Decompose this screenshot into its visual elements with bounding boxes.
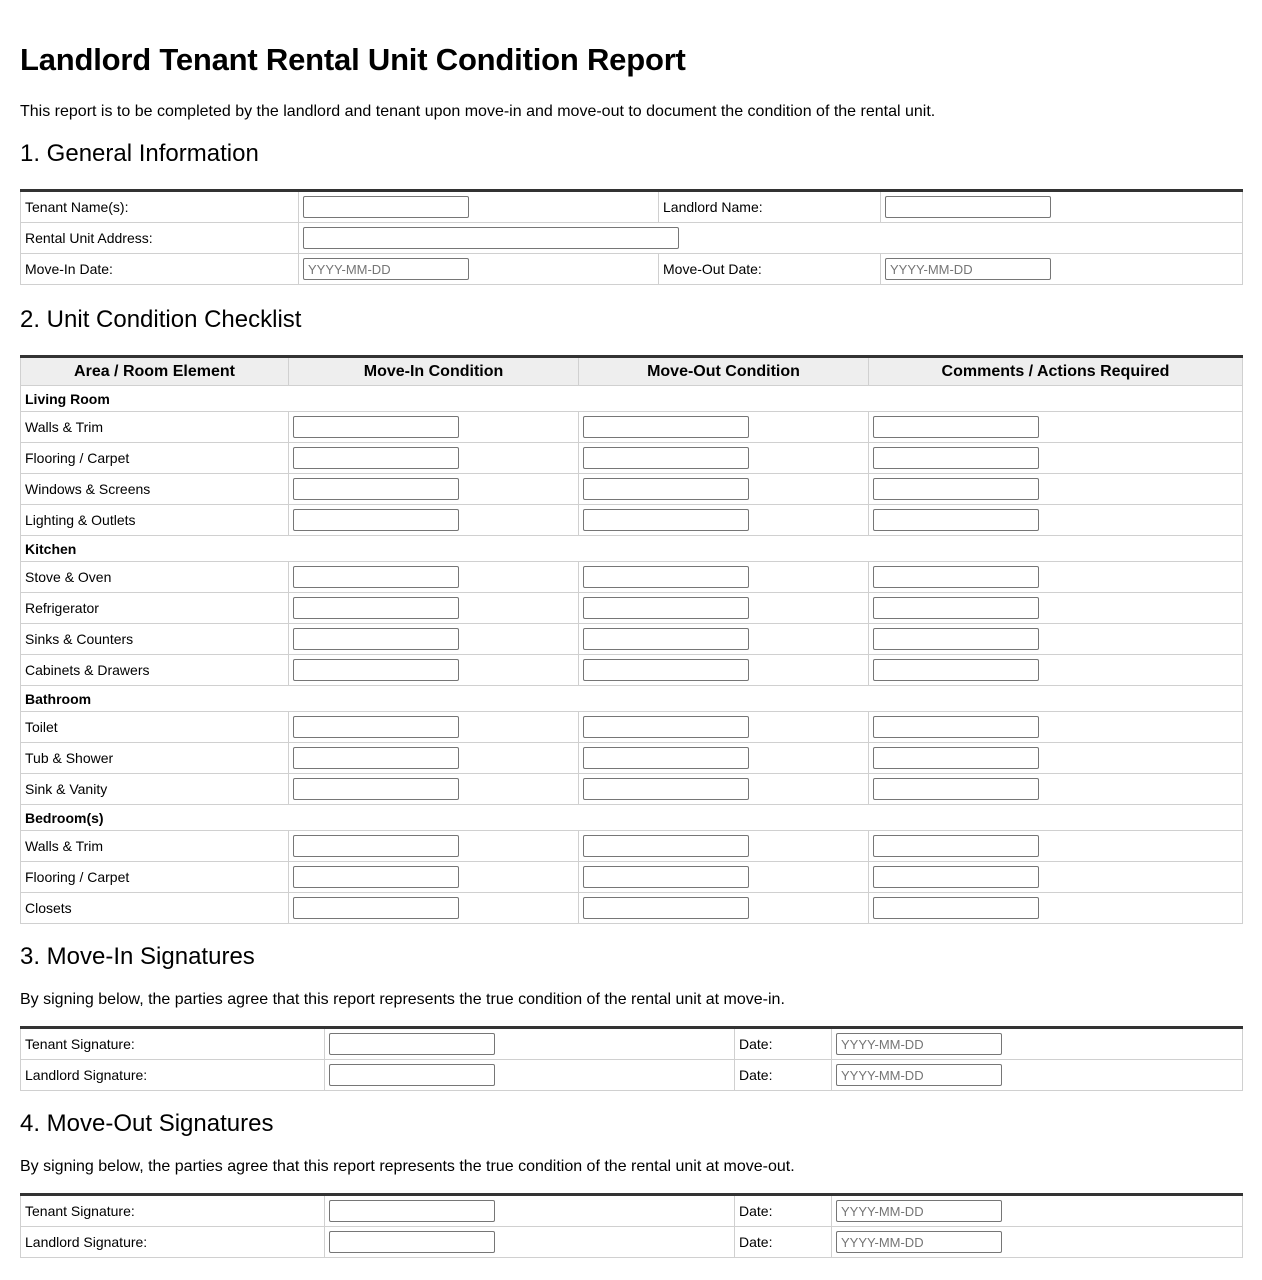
checklist-header-row <box>21 357 1243 386</box>
move-in-tenant-date-input[interactable] <box>836 1033 1002 1055</box>
table-row <box>21 443 1243 474</box>
move-in-condition-input[interactable] <box>293 747 459 769</box>
move-in-date-input[interactable] <box>303 258 469 280</box>
address-label: Rental Unit Address: <box>21 223 299 254</box>
date-label: Date: <box>735 1028 832 1060</box>
move-in-tenant-signature-input[interactable] <box>329 1033 495 1055</box>
move-out-condition-input[interactable] <box>583 778 749 800</box>
move-out-condition-input[interactable] <box>583 716 749 738</box>
column-header-comments: Comments / Actions Required <box>869 357 1243 386</box>
column-header-move-out: Move-Out Condition <box>579 357 869 386</box>
table-row <box>21 655 1243 686</box>
item-label: Sinks & Counters <box>21 624 289 655</box>
move-out-condition-input[interactable] <box>583 447 749 469</box>
comments-input[interactable] <box>873 416 1039 438</box>
table-row <box>21 562 1243 593</box>
comments-input[interactable] <box>873 747 1039 769</box>
move-in-condition-input[interactable] <box>293 597 459 619</box>
comments-input[interactable] <box>873 897 1039 919</box>
move-in-condition-input[interactable] <box>293 566 459 588</box>
move-out-signatures-heading: 4. Move-Out Signatures <box>20 1110 274 1137</box>
comments-input[interactable] <box>873 478 1039 500</box>
item-label: Toilet <box>21 712 289 743</box>
item-label: Sink & Vanity <box>21 774 289 805</box>
move-in-condition-input[interactable] <box>293 897 459 919</box>
move-out-signatures-note: By signing below, the parties agree that this report represents the true condition of the rental unit at move-out. <box>20 1158 795 1175</box>
move-in-condition-input[interactable] <box>293 716 459 738</box>
move-out-condition-input[interactable] <box>583 628 749 650</box>
comments-input[interactable] <box>873 778 1039 800</box>
column-header-move-in: Move-In Condition <box>289 357 579 386</box>
comments-input[interactable] <box>873 628 1039 650</box>
move-out-tenant-date-input[interactable] <box>836 1200 1002 1222</box>
move-out-landlord-date-input[interactable] <box>836 1231 1002 1253</box>
table-row <box>21 624 1243 655</box>
landlord-name-label: Landlord Name: <box>659 191 881 223</box>
table-row <box>21 254 1243 285</box>
table-row <box>21 862 1243 893</box>
table-row <box>21 474 1243 505</box>
table-row <box>21 1028 1243 1060</box>
landlord-signature-label: Landlord Signature: <box>21 1060 325 1091</box>
move-in-condition-input[interactable] <box>293 866 459 888</box>
move-in-condition-input[interactable] <box>293 659 459 681</box>
item-label: Walls & Trim <box>21 831 289 862</box>
comments-input[interactable] <box>873 509 1039 531</box>
table-row <box>21 191 1243 223</box>
move-out-date-label: Move-Out Date: <box>659 254 881 285</box>
checklist-table <box>20 355 1243 924</box>
table-row <box>21 1195 1243 1227</box>
item-label: Windows & Screens <box>21 474 289 505</box>
column-header-area: Area / Room Element <box>21 357 289 386</box>
move-in-signatures-table <box>20 1026 1243 1091</box>
date-label: Date: <box>735 1060 832 1091</box>
group-row <box>21 536 1243 562</box>
table-row <box>21 505 1243 536</box>
item-label: Cabinets & Drawers <box>21 655 289 686</box>
general-info-table <box>20 189 1243 285</box>
item-label: Walls & Trim <box>21 412 289 443</box>
group-label-bathroom: Bathroom <box>21 686 1243 712</box>
move-in-condition-input[interactable] <box>293 835 459 857</box>
comments-input[interactable] <box>873 597 1039 619</box>
move-in-condition-input[interactable] <box>293 478 459 500</box>
landlord-signature-label: Landlord Signature: <box>21 1227 325 1258</box>
group-row <box>21 386 1243 412</box>
item-label: Flooring / Carpet <box>21 862 289 893</box>
group-label-kitchen: Kitchen <box>21 536 1243 562</box>
table-row <box>21 893 1243 924</box>
move-out-condition-input[interactable] <box>583 659 749 681</box>
table-row <box>21 593 1243 624</box>
move-in-condition-input[interactable] <box>293 447 459 469</box>
item-label: Refrigerator <box>21 593 289 624</box>
table-row <box>21 1060 1243 1091</box>
item-label: Closets <box>21 893 289 924</box>
move-out-landlord-signature-input[interactable] <box>329 1231 495 1253</box>
group-row <box>21 805 1243 831</box>
table-row <box>21 223 1243 254</box>
page-title: Landlord Tenant Rental Unit Condition Report <box>20 42 686 77</box>
table-row <box>21 1227 1243 1258</box>
move-out-condition-input[interactable] <box>583 866 749 888</box>
tenant-signature-label: Tenant Signature: <box>21 1195 325 1227</box>
checklist-body <box>21 386 1243 924</box>
move-in-landlord-signature-input[interactable] <box>329 1064 495 1086</box>
tenant-name-input[interactable] <box>303 196 469 218</box>
move-in-condition-input[interactable] <box>293 778 459 800</box>
move-in-signatures-note: By signing below, the parties agree that this report represents the true condition of the rental unit at move-in. <box>20 991 785 1008</box>
move-in-landlord-date-input[interactable] <box>836 1064 1002 1086</box>
move-out-condition-input[interactable] <box>583 835 749 857</box>
address-input[interactable] <box>303 227 679 249</box>
move-out-signatures-table <box>20 1193 1243 1258</box>
comments-input[interactable] <box>873 566 1039 588</box>
move-in-signatures-heading: 3. Move-In Signatures <box>20 943 255 970</box>
date-label: Date: <box>735 1195 832 1227</box>
checklist-heading: 2. Unit Condition Checklist <box>20 306 302 333</box>
table-row <box>21 743 1243 774</box>
table-row <box>21 774 1243 805</box>
move-out-date-input[interactable] <box>885 258 1051 280</box>
comments-input[interactable] <box>873 447 1039 469</box>
move-out-condition-input[interactable] <box>583 897 749 919</box>
comments-input[interactable] <box>873 835 1039 857</box>
table-row <box>21 412 1243 443</box>
group-row <box>21 686 1243 712</box>
move-in-date-label: Move-In Date: <box>21 254 299 285</box>
move-in-condition-input[interactable] <box>293 509 459 531</box>
table-row <box>21 712 1243 743</box>
item-label: Lighting & Outlets <box>21 505 289 536</box>
move-out-condition-input[interactable] <box>583 509 749 531</box>
move-out-condition-input[interactable] <box>583 416 749 438</box>
move-out-tenant-signature-input[interactable] <box>329 1200 495 1222</box>
intro-text: This report is to be completed by the landlord and tenant upon move-in and move-out to document the condition of the rental unit. <box>20 103 936 120</box>
landlord-name-input[interactable] <box>885 196 1051 218</box>
item-label: Tub & Shower <box>21 743 289 774</box>
tenant-name-label: Tenant Name(s): <box>21 191 299 223</box>
group-label-bedrooms: Bedroom(s) <box>21 805 1243 831</box>
group-label-living-room: Living Room <box>21 386 1243 412</box>
item-label: Stove & Oven <box>21 562 289 593</box>
comments-input[interactable] <box>873 866 1039 888</box>
date-label: Date: <box>735 1227 832 1258</box>
move-out-condition-input[interactable] <box>583 478 749 500</box>
tenant-signature-label: Tenant Signature: <box>21 1028 325 1060</box>
move-out-condition-input[interactable] <box>583 566 749 588</box>
table-row <box>21 831 1243 862</box>
move-in-condition-input[interactable] <box>293 416 459 438</box>
comments-input[interactable] <box>873 716 1039 738</box>
move-out-condition-input[interactable] <box>583 597 749 619</box>
move-out-condition-input[interactable] <box>583 747 749 769</box>
move-in-condition-input[interactable] <box>293 628 459 650</box>
general-info-heading: 1. General Information <box>20 140 259 167</box>
item-label: Flooring / Carpet <box>21 443 289 474</box>
comments-input[interactable] <box>873 659 1039 681</box>
